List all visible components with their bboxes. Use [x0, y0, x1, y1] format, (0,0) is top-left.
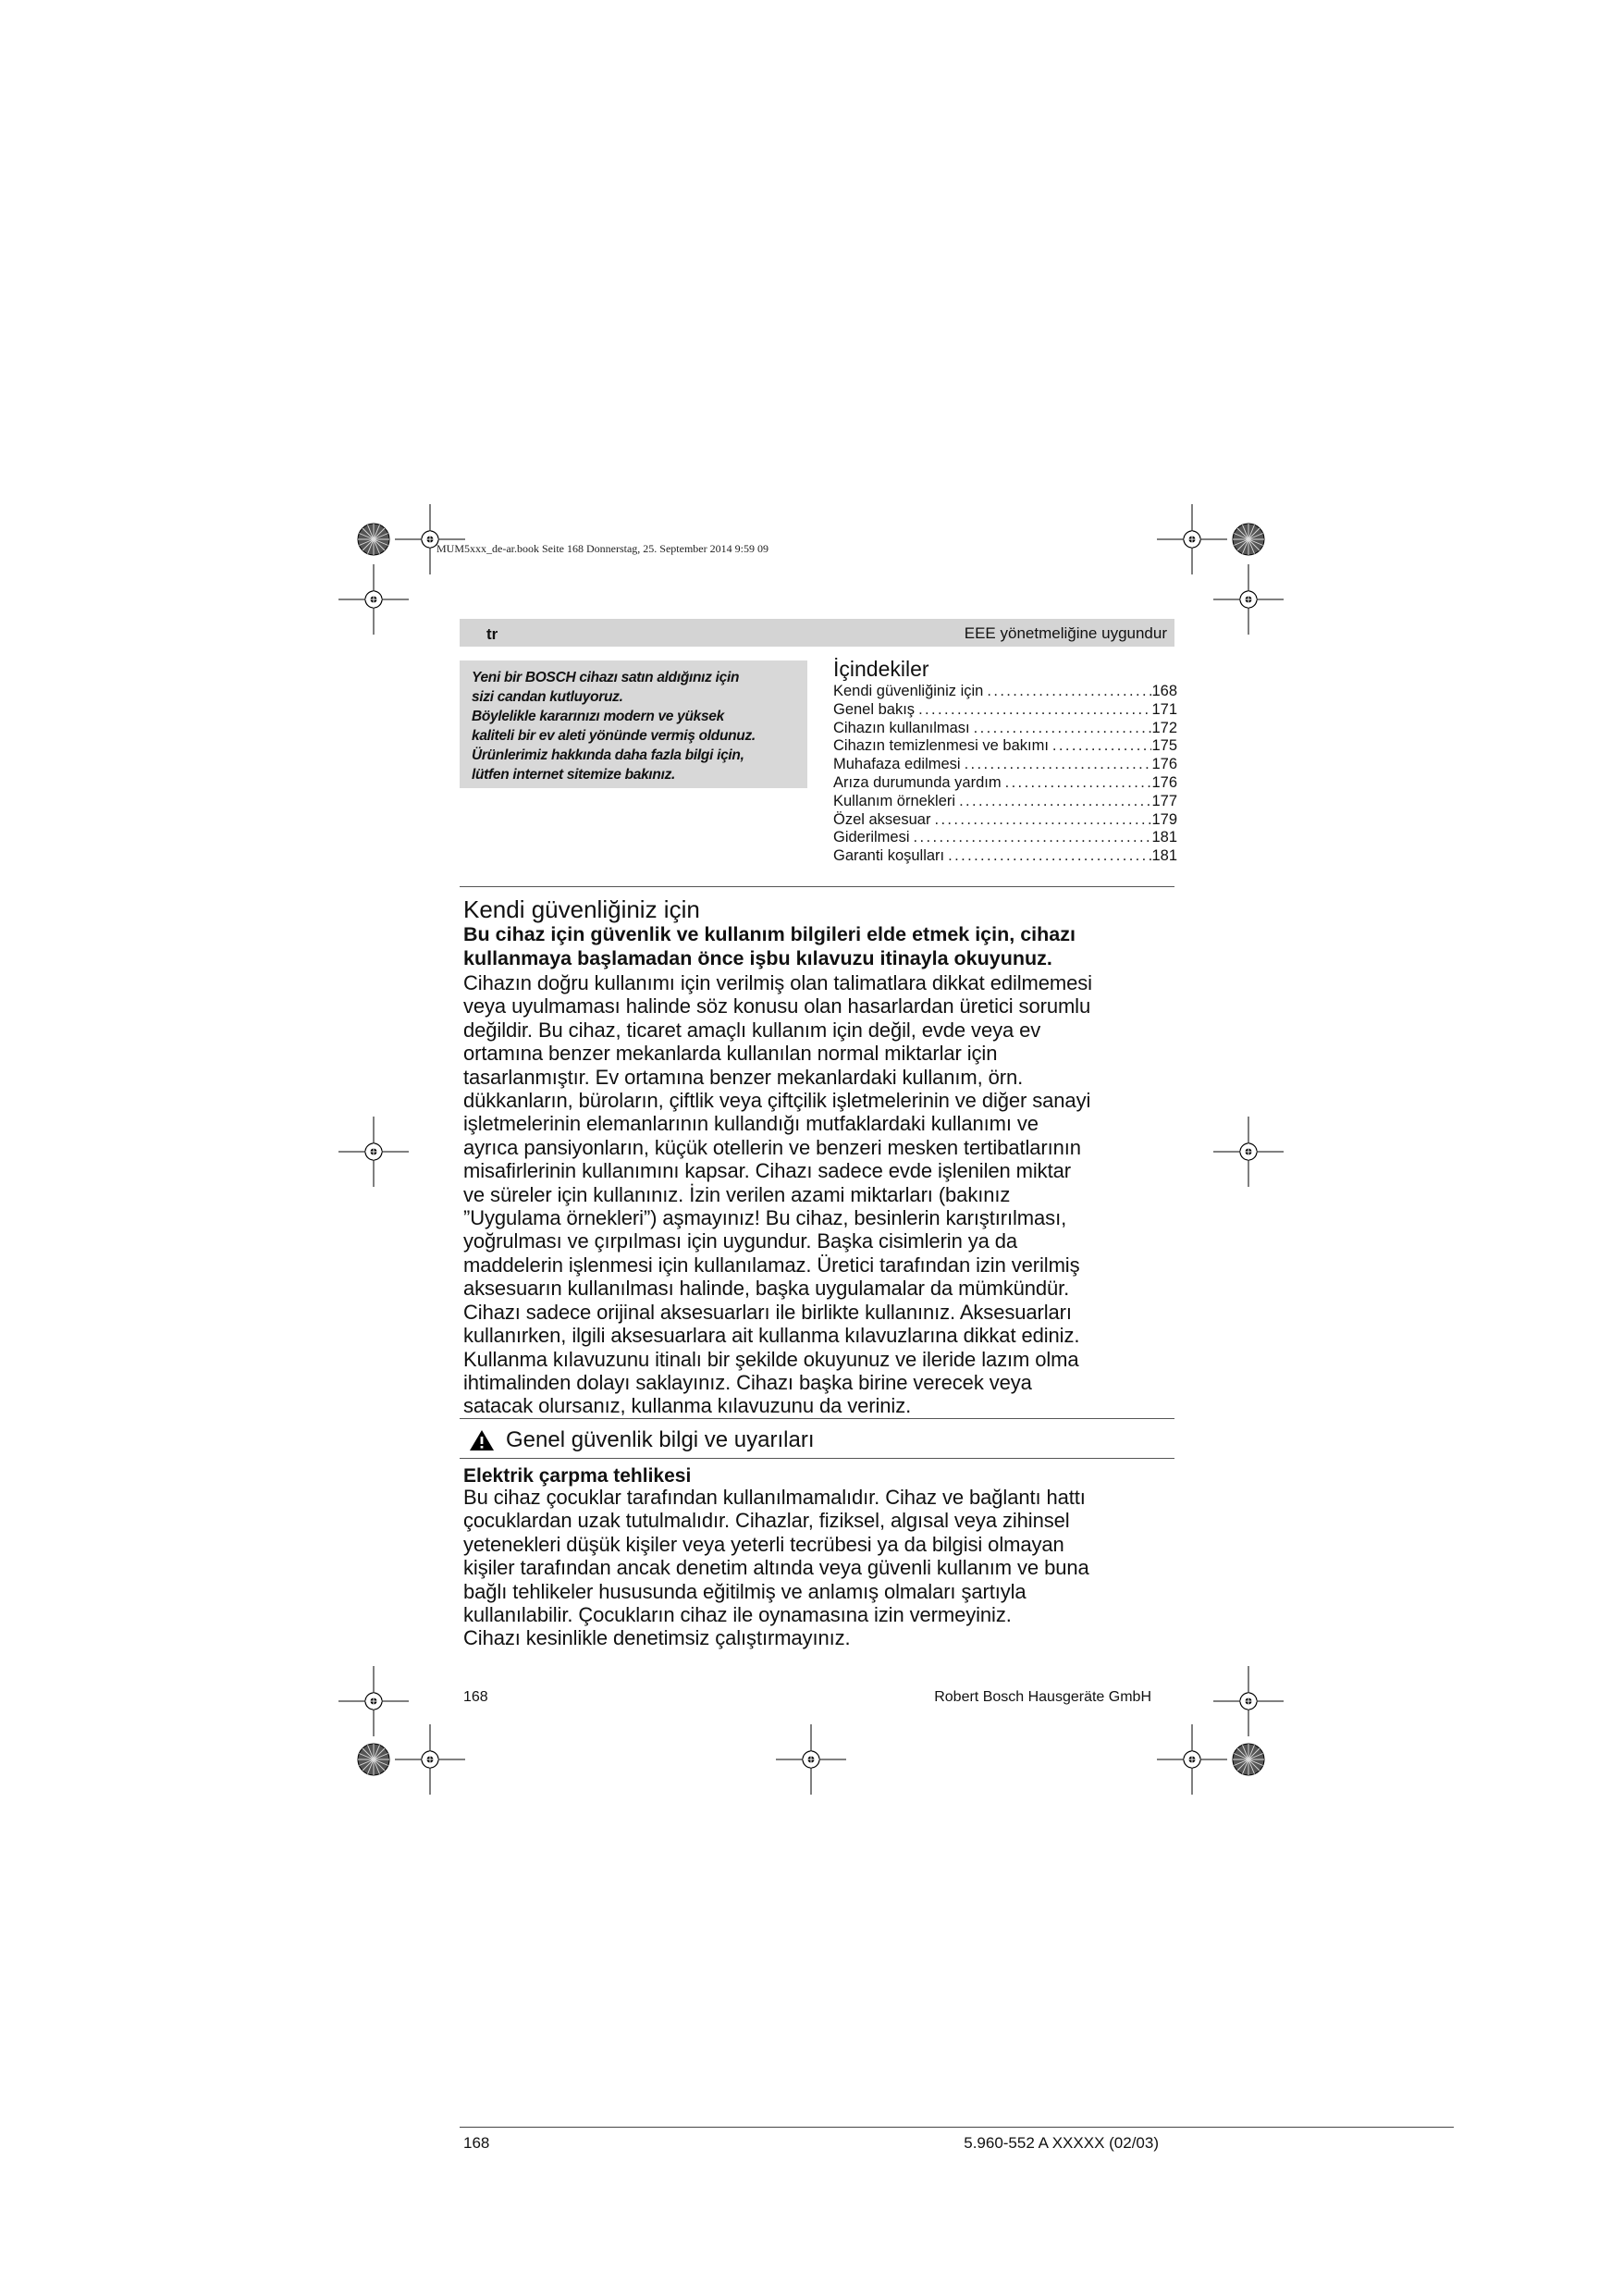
- toc-entry[interactable]: Muhafaza edilmesi ..... 176: [833, 756, 1177, 774]
- welcome-line: Yeni bir BOSCH cihazı satın aldığınız için: [472, 670, 740, 685]
- welcome-line: lütfen internet sitemize bakınız.: [472, 767, 676, 783]
- section-divider: [460, 1458, 1174, 1459]
- welcome-line: Ürünlerimiz hakkında daha fazla bilgi için,: [472, 747, 744, 763]
- book-info-line: MUM5xxx_de-ar.book Seite 168 Donnerstag, 25. September 2014 9:59 09: [436, 542, 768, 555]
- safety-intro-bold: Bu cihaz için güvenlik ve kullanım bilgileri elde etmek için, cihazı kullanmaya başlamadan önce işbu kılavuzu itinayla okuyunuz.: [463, 923, 1076, 969]
- welcome-line: Böylelikle kararınızı modern ve yüksek: [472, 709, 724, 724]
- toc-entry[interactable]: Giderilmesi ..... 181: [833, 829, 1177, 847]
- welcome-text: [472, 668, 805, 784]
- footer-company: Robert Bosch Hausgeräte GmbH: [934, 1689, 1151, 1705]
- section-title-safety: Kendi güvenliğiniz için: [463, 895, 700, 923]
- bottom-divider: [460, 2127, 1454, 2128]
- welcome-line: kaliteli bir ev aleti yönünde vermiş oldunuz.: [472, 728, 756, 744]
- section-divider: [460, 886, 1174, 887]
- section-divider: [460, 1418, 1174, 1419]
- toc-entry[interactable]: Arıza durumunda yardım ..... 176: [833, 774, 1177, 793]
- toc-entry[interactable]: Garanti koşulları ..... 181: [833, 847, 1177, 866]
- bottom-page-number: 168: [463, 2134, 490, 2152]
- warning-triangle-icon: [469, 1429, 495, 1451]
- toc-entry[interactable]: Genel bakış ..... 171: [833, 701, 1177, 720]
- toc-entry[interactable]: Cihazın temizlenmesi ve bakımı ..... 175: [833, 737, 1177, 756]
- table-of-contents: [833, 683, 1177, 866]
- subsection-title-electric-shock: Elektrik çarpma tehlikesi: [463, 1465, 692, 1487]
- safety-body-text: Cihazın doğru kullanımı için verilmiş olan talimatlara dikkat edilmemesi veya uyulmaması halinde söz konusu olan hasarlardan üretici sorumlu değildir. Bu cihaz, ticaret amaçlı kullanım için değil, evde veya ev ortamına benzer mekanlarda kullanılan normal miktarlar için tasarlanmıştır. Ev ortamına benzer mekanlardaki kullanım, örn. dükkanların, büroların, çiftlik veya çiftçilik işletmelerinin ve diğer sanayi işletmelerinin elemanlarının kullandığı mutfaklardaki kullanımı ve ayrıca pansiyonların, küçük otellerin ve benzeri mesken tertibatlarının misafirlerinin kullanımını kapsar. Cihazı sadece evde işlenilen miktar ve süreler için kullanınız. İzin verilen azami miktarları (bakınız ”Uygulama örnekleri”) aşmayınız! Bu cihaz, besinlerin karıştırılması, yoğrulması ve çırpılması için uygundur. Başka cisimlerin ya da maddelerin işlenmesi için kullanılamaz. Üretici tarafından izin verilmiş aksesuarın kullanılması halinde, başka uygulamalar da mümkündür. Cihazı sadece orijinal aksesuarları ile birlikte kullanınız. Aksesuarları kullanırken, ilgili aksesuarlara ait kullanma kılavuzlarına dikkat ediniz. Kullanma kılavuzunu itinalı bir şekilde okuyunuz ve ileride lazım olma ihtimalinden dolayı saklayınız. Cihazı başka birine verecek veya satacak olursanız, kullanma kılavuzunu da veriniz.: [463, 971, 1092, 1418]
- welcome-line: sizi candan kutluyoruz.: [472, 689, 623, 705]
- document-code: 5.960-552 A XXXXX (02/03): [964, 2134, 1159, 2152]
- toc-entry[interactable]: Özel aksesuar ..... 179: [833, 811, 1177, 830]
- section-title-general-safety: Genel güvenlik bilgi ve uyarıları: [463, 1427, 815, 1453]
- toc-entry[interactable]: Kullanım örnekleri ..... 177: [833, 793, 1177, 811]
- footer-page-number: 168: [463, 1689, 488, 1705]
- language-code: tr: [486, 625, 498, 643]
- header-compliance-text: EEE yönetmeliğine uygundur: [964, 624, 1167, 642]
- toc-title: İçindekiler: [833, 657, 929, 681]
- electric-shock-body-text: Bu cihaz çocuklar tarafından kullanılmamalıdır. Cihaz ve bağlantı hattı çocuklardan uzak tutulmalıdır. Cihazlar, fiziksel, algısal veya zihinsel yetenekleri düşük kişiler veya yeterli tecrübesi ya da bilgisi olmayan kişiler tarafından ancak denetim altında veya güvenli kullanım ve buna bağlı tehlikeler hususunda eğitilmiş ve anlamış olmaları şartıyla kullanılabilir. Çocukların cihaz ile oynamasına izin vermeyiniz. Cihazı kesinlikle denetimsiz çalıştırmayınız.: [463, 1486, 1089, 1650]
- toc-entry[interactable]: Kendi güvenliğiniz için ..... 168: [833, 683, 1177, 701]
- toc-entry[interactable]: Cihazın kullanılması ..... 172: [833, 720, 1177, 738]
